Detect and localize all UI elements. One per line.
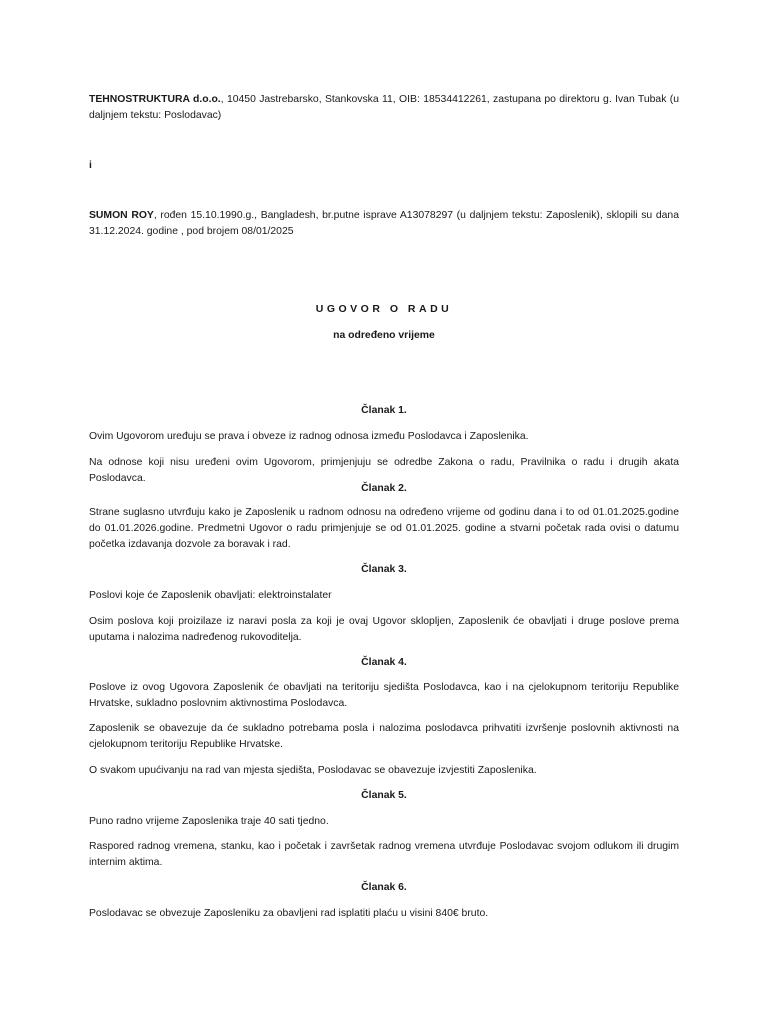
article-3-paragraph-1: Poslovi koje će Zaposlenik obavljati: elektroinstalater [89, 590, 332, 601]
employee-name: SUMON ROY [89, 210, 154, 221]
contract-title: UGOVOR O RADU [315, 303, 453, 315]
article-6-paragraph-1: Poslodavac se obvezuje Zaposleniku za obavljeni rad isplatiti plaću u visini 840€ bruto. [89, 908, 489, 919]
article-3-paragraph-2: Osim poslova koji proizilaze iz naravi posla za koji je ovaj Ugovor sklopljen, Zaposlenik će obavljati i druge poslove prema uputama i nalozima nadređenog rukovoditelja. [89, 616, 679, 643]
article-4-heading: Članak 4. [361, 657, 407, 668]
article-1-heading: Članak 1. [361, 405, 407, 416]
article-2-paragraph-1: Strane suglasno utvrđuju kako je Zaposlenik u radnom odnosu na određeno vrijeme od godinu dana i to od 01.01.2025.godine do 01.01.2026.godine. Predmetni Ugovor o radu primjenjuje se od 01.01.2025. godine a stvarni početak rada ovisi o datumu početka izdavanja dozvole za boravak i rad. [89, 507, 679, 550]
article-5-paragraph-1: Puno radno vrijeme Zaposlenika traje 40 sati tjedno. [89, 816, 329, 827]
employer-name: TEHNOSTRUKTURA d.o.o. [89, 94, 221, 105]
article-4-paragraph-2: Zaposlenik se obavezuje da će sukladno potrebama posla i nalozima poslodavca prihvatiti izvršenje poslovnih aktivnosti na cjelokupnom teritoriju Republike Hrvatske. [89, 723, 679, 750]
conjunction: i [89, 160, 92, 171]
article-4-paragraph-1: Poslove iz ovog Ugovora Zaposlenik će obavljati na teritoriju sjedišta Poslodavca, kao i na cjelokupnom teritoriju Republike Hrvatske, sukladno poslovnim aktivnostima Poslodavca. [89, 682, 679, 709]
employee-details: , rođen 15.10.1990.g., Bangladesh, br.putne isprave A13078297 (u daljnjem tekstu: Zaposlenik), sklopili su dana 31.12.2024. godine , pod brojem 08/01/2025 [89, 210, 679, 237]
article-1-paragraph-2: Na odnose koji nisu uređeni ovim Ugovorom, primjenjuju se odredbe Zakona o radu, Pravilnika o radu i drugih akata Poslodavca. [89, 457, 679, 484]
article-1-paragraph-1: Ovim Ugovorom uređuju se prava i obveze iz radnog odnosa između Poslodavca i Zaposlenika. [89, 431, 529, 442]
contract-subtitle: na određeno vrijeme [333, 330, 435, 341]
article-2-heading: Članak 2. [361, 483, 407, 494]
article-4-paragraph-3: O svakom upućivanju na rad van mjesta sjedišta, Poslodavac se obavezuje izvjestiti Zaposlenika. [89, 765, 537, 776]
employer-details: , 10450 Jastrebarsko, Stankovska 11, OIB: 18534412261, zastupana po direktoru g. Ivan Tubak (u daljnjem tekstu: Poslodavac) [89, 94, 680, 121]
employer-paragraph [89, 92, 679, 124]
article-5-heading: Članak 5. [361, 790, 407, 801]
article-6-heading: Članak 6. [361, 882, 407, 893]
article-5-paragraph-2: Raspored radnog vremena, stanku, kao i početak i završetak radnog vremena utvrđuje Poslodavac svojom odlukom ili drugim internim aktima. [89, 841, 679, 868]
article-3-heading: Članak 3. [361, 564, 407, 575]
employee-paragraph [89, 208, 679, 240]
